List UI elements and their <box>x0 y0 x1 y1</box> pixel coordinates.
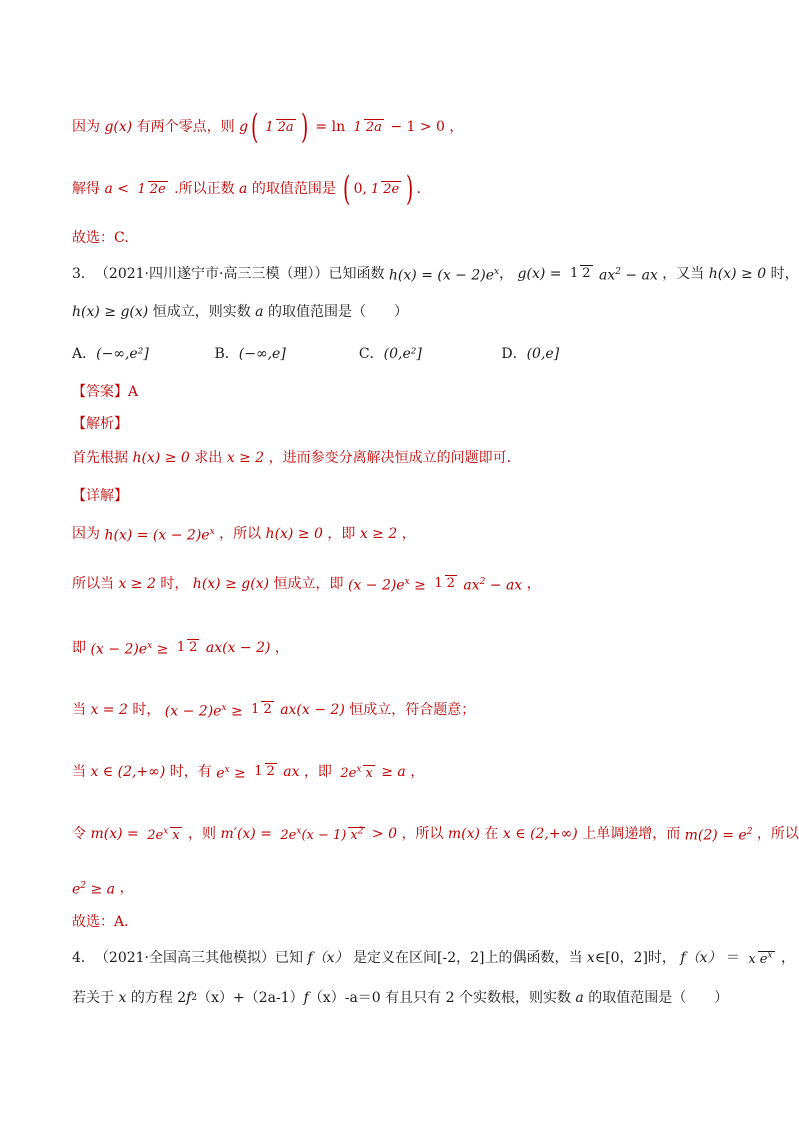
frac-den: 2 <box>446 576 455 592</box>
answer-c: 故选：C. <box>72 230 129 246</box>
paren: ( <box>343 169 351 209</box>
text: （2021·全国高三其他模拟）已知 <box>94 950 304 966</box>
math: ax <box>283 763 300 780</box>
sup: x <box>209 527 215 537</box>
math: h(x) = (x − 2)e <box>104 527 210 544</box>
math: − ax <box>485 577 523 594</box>
text: 时， <box>160 575 189 592</box>
text: 即 <box>72 639 86 656</box>
sup: 2 <box>191 993 198 1003</box>
detail-line-2 <box>72 572 541 596</box>
math: m′(x) = <box>220 825 272 842</box>
math: ax <box>598 267 616 284</box>
frac-den: e <box>759 952 768 968</box>
math: ≥ <box>152 641 169 658</box>
paren: ) <box>406 169 414 209</box>
text: ，即 <box>327 525 356 542</box>
math: > 0 <box>371 825 397 842</box>
question-number: 3． <box>72 265 95 282</box>
math: e <box>216 765 225 782</box>
math: h(x) ≥ 0 <box>132 450 190 466</box>
math: m(2) = e <box>684 827 747 844</box>
frac-den: x <box>172 827 180 843</box>
frac-num: x <box>748 952 756 968</box>
text: ，则 <box>188 825 217 842</box>
math: ax(x − 2) <box>280 701 345 718</box>
frac-num: 1 <box>434 576 443 592</box>
math: f <box>303 990 309 1006</box>
math: ax(x − 2) <box>205 639 271 656</box>
text: .所以正数 <box>174 181 235 197</box>
text: 恒成立，符合题意； <box>349 701 476 718</box>
math: (x − 2)e <box>347 577 405 594</box>
frac-num: 1 <box>370 181 380 197</box>
text: 恒成立，则实数 <box>152 304 251 320</box>
math: ≥ a <box>86 881 116 898</box>
math: f（x） <box>307 950 349 966</box>
math-eq-ln: = ln <box>315 119 346 135</box>
text: ， <box>780 950 795 966</box>
sup: x <box>494 267 500 277</box>
math: h(x) ≥ 0 <box>708 265 767 282</box>
sup: 2 <box>357 826 364 837</box>
text: 的方程 2 <box>130 990 187 1006</box>
frac-den: 2a <box>365 119 382 135</box>
math: ≥ <box>409 577 426 594</box>
frac-num: 2e <box>280 827 297 843</box>
math: (x − 2)e <box>164 703 222 720</box>
sup: 2 <box>615 267 621 277</box>
text: 时， <box>132 701 161 718</box>
math: m(x) <box>447 825 480 842</box>
option-value: (−∞,e] <box>238 346 286 362</box>
math: a <box>575 990 584 1006</box>
text: ，所以 <box>219 525 262 542</box>
math: x <box>586 950 595 966</box>
sup: x <box>767 950 773 961</box>
text: 是定义在区间[-2，2]上的偶函数，当 <box>353 950 583 966</box>
detail-line-7 <box>72 876 133 900</box>
frac-num: 2e <box>340 765 357 781</box>
math: x ∈ (2,+∞) <box>502 825 578 842</box>
text: ， <box>499 265 514 282</box>
text: 恒成立，即 <box>273 575 344 592</box>
text: 解得 <box>72 181 100 197</box>
frac-den: 2e <box>149 181 166 197</box>
text: 当 <box>72 763 86 780</box>
question-4-line-1 <box>72 948 795 968</box>
question-3-line-2 <box>72 302 408 322</box>
option-d[interactable] <box>501 344 559 364</box>
text: ，所以 <box>401 825 444 842</box>
option-label: C． <box>358 346 384 362</box>
question-3-line-1 <box>72 262 799 286</box>
question-4-line-2 <box>72 988 728 1008</box>
sup: x <box>163 826 169 837</box>
frac-num: 1 <box>569 266 579 282</box>
math: x <box>118 990 127 1006</box>
frac-num: 1 <box>265 119 274 135</box>
math: h(x) ≥ g(x) <box>192 575 270 592</box>
text: ，即 <box>303 763 332 780</box>
option-label: B． <box>214 346 239 362</box>
sup: x <box>147 641 153 651</box>
math: g(x) = <box>517 265 562 282</box>
text: ， <box>274 639 289 656</box>
math-tail: − 1 > 0 ， <box>390 119 464 135</box>
answer-label: 【答案】A <box>72 384 139 400</box>
question-3-options <box>72 344 559 364</box>
detail-line-4 <box>72 698 475 722</box>
text: （x）-a＝0 有且只有 2 个实数根，则实数 <box>308 990 571 1006</box>
sup: 2 <box>80 881 87 891</box>
text: ，进而参变分离解决恒成立的问题即可. <box>268 450 512 466</box>
frac-num: 1 <box>353 119 362 135</box>
question-number: 4． <box>72 950 95 966</box>
option-a[interactable] <box>72 344 210 364</box>
detail-line-6 <box>72 822 799 846</box>
math: ≥ a <box>381 763 406 780</box>
text: 上单调递增，而 <box>582 825 681 842</box>
text: ，又当 <box>662 265 705 282</box>
text: ∈[0，2]时， <box>594 950 676 966</box>
sup: x <box>296 826 302 837</box>
text: 在 <box>484 825 499 842</box>
frac-num: 1 <box>137 181 146 197</box>
math: a <box>239 181 248 197</box>
analysis-text <box>72 448 511 468</box>
text: 所以当 <box>72 575 114 592</box>
analysis-label: 【解析】 <box>72 416 128 432</box>
text: 的取值范围是（ ） <box>588 990 729 1006</box>
text: 若关于 <box>72 990 114 1006</box>
math: ax <box>463 577 480 594</box>
sup: x <box>221 703 227 713</box>
text: 当 <box>72 701 86 718</box>
option-c[interactable] <box>359 344 497 364</box>
math-gx: g(x) <box>104 119 133 135</box>
math: ≥ <box>226 703 243 720</box>
text: 首先根据 <box>72 450 128 466</box>
solution-line-2 <box>72 169 421 209</box>
frac-den: x <box>365 765 373 781</box>
frac-num: 1 <box>251 702 260 718</box>
text: ， <box>526 575 541 592</box>
math: m(x) = <box>90 825 139 842</box>
math: x ≥ 2 <box>226 450 265 466</box>
frac-den: 2 <box>263 702 272 718</box>
text: 的取值范围是（ ） <box>267 304 408 320</box>
math: f <box>186 990 192 1006</box>
frac-den: 2a <box>277 119 294 135</box>
text: 时，有 <box>169 763 212 780</box>
math: e <box>72 881 81 898</box>
text: 因为 <box>72 119 100 135</box>
frac-num-tail: (x − 1) <box>301 827 347 843</box>
text: 的取值范围是 <box>251 181 336 197</box>
math: h(x) = (x − 2)e <box>388 267 495 284</box>
text: ，所以 <box>756 825 799 842</box>
text: ， <box>410 763 425 780</box>
detail-line-5 <box>72 760 424 784</box>
sup: x <box>224 765 230 775</box>
text: ＝ <box>725 950 740 966</box>
detail-label: 【详解】 <box>72 488 128 504</box>
sup: x <box>404 577 410 587</box>
math: 0, <box>353 181 367 197</box>
text: 因为 <box>72 525 100 542</box>
sup: 2 <box>479 577 486 587</box>
math: x ≥ 2 <box>359 525 398 542</box>
option-label: A． <box>72 346 97 362</box>
detail-line-3 <box>72 636 289 660</box>
frac-den: x <box>350 827 358 843</box>
text: ， <box>401 525 416 542</box>
frac-den: 2e <box>383 181 400 197</box>
math: x ≥ 2 <box>118 575 156 592</box>
option-label: D． <box>501 346 527 362</box>
text: （2021·四川遂宁市·高三三模（理））已知函数 <box>94 265 385 282</box>
math: (x − 2)e <box>90 641 148 658</box>
text: 有两个零点，则 <box>136 119 235 135</box>
text: . <box>416 181 421 197</box>
option-b[interactable] <box>214 344 354 364</box>
frac-den: 2 <box>189 640 198 656</box>
frac-num: 2e <box>147 827 164 843</box>
math: − ax <box>620 267 658 284</box>
text: 求出 <box>194 450 223 466</box>
frac-den: 2 <box>266 764 275 780</box>
math: a < <box>104 181 129 197</box>
math: x = 2 <box>90 701 128 718</box>
sup: x <box>356 764 362 775</box>
math: x ∈ (2,+∞) <box>90 763 166 780</box>
detail-line-1 <box>72 522 416 546</box>
frac-num: 1 <box>176 640 186 656</box>
math: ≥ <box>229 765 246 782</box>
math: h(x) ≥ g(x) <box>72 304 149 320</box>
math: f（x） <box>680 950 722 966</box>
option-value: (0,e²] <box>383 346 422 362</box>
text: ， <box>119 879 134 896</box>
option-value: (−∞,e²] <box>96 346 149 362</box>
frac-den: 2 <box>582 266 591 282</box>
option-value: (0,e] <box>526 346 560 362</box>
text: 时， <box>770 265 799 282</box>
text: （x）+（2a-1） <box>197 990 304 1006</box>
math: h(x) ≥ 0 <box>265 525 323 542</box>
text: 令 <box>72 825 86 842</box>
frac-num: 1 <box>254 764 263 780</box>
sup: 2 <box>746 827 753 837</box>
solution-line-1: 因为 g(x) 有两个零点，则 g( 1 2a ) = ln 1 2a − 1 > 0 ， <box>72 107 464 147</box>
math: a <box>255 304 264 320</box>
answer-a: 故选：A. <box>72 914 129 930</box>
